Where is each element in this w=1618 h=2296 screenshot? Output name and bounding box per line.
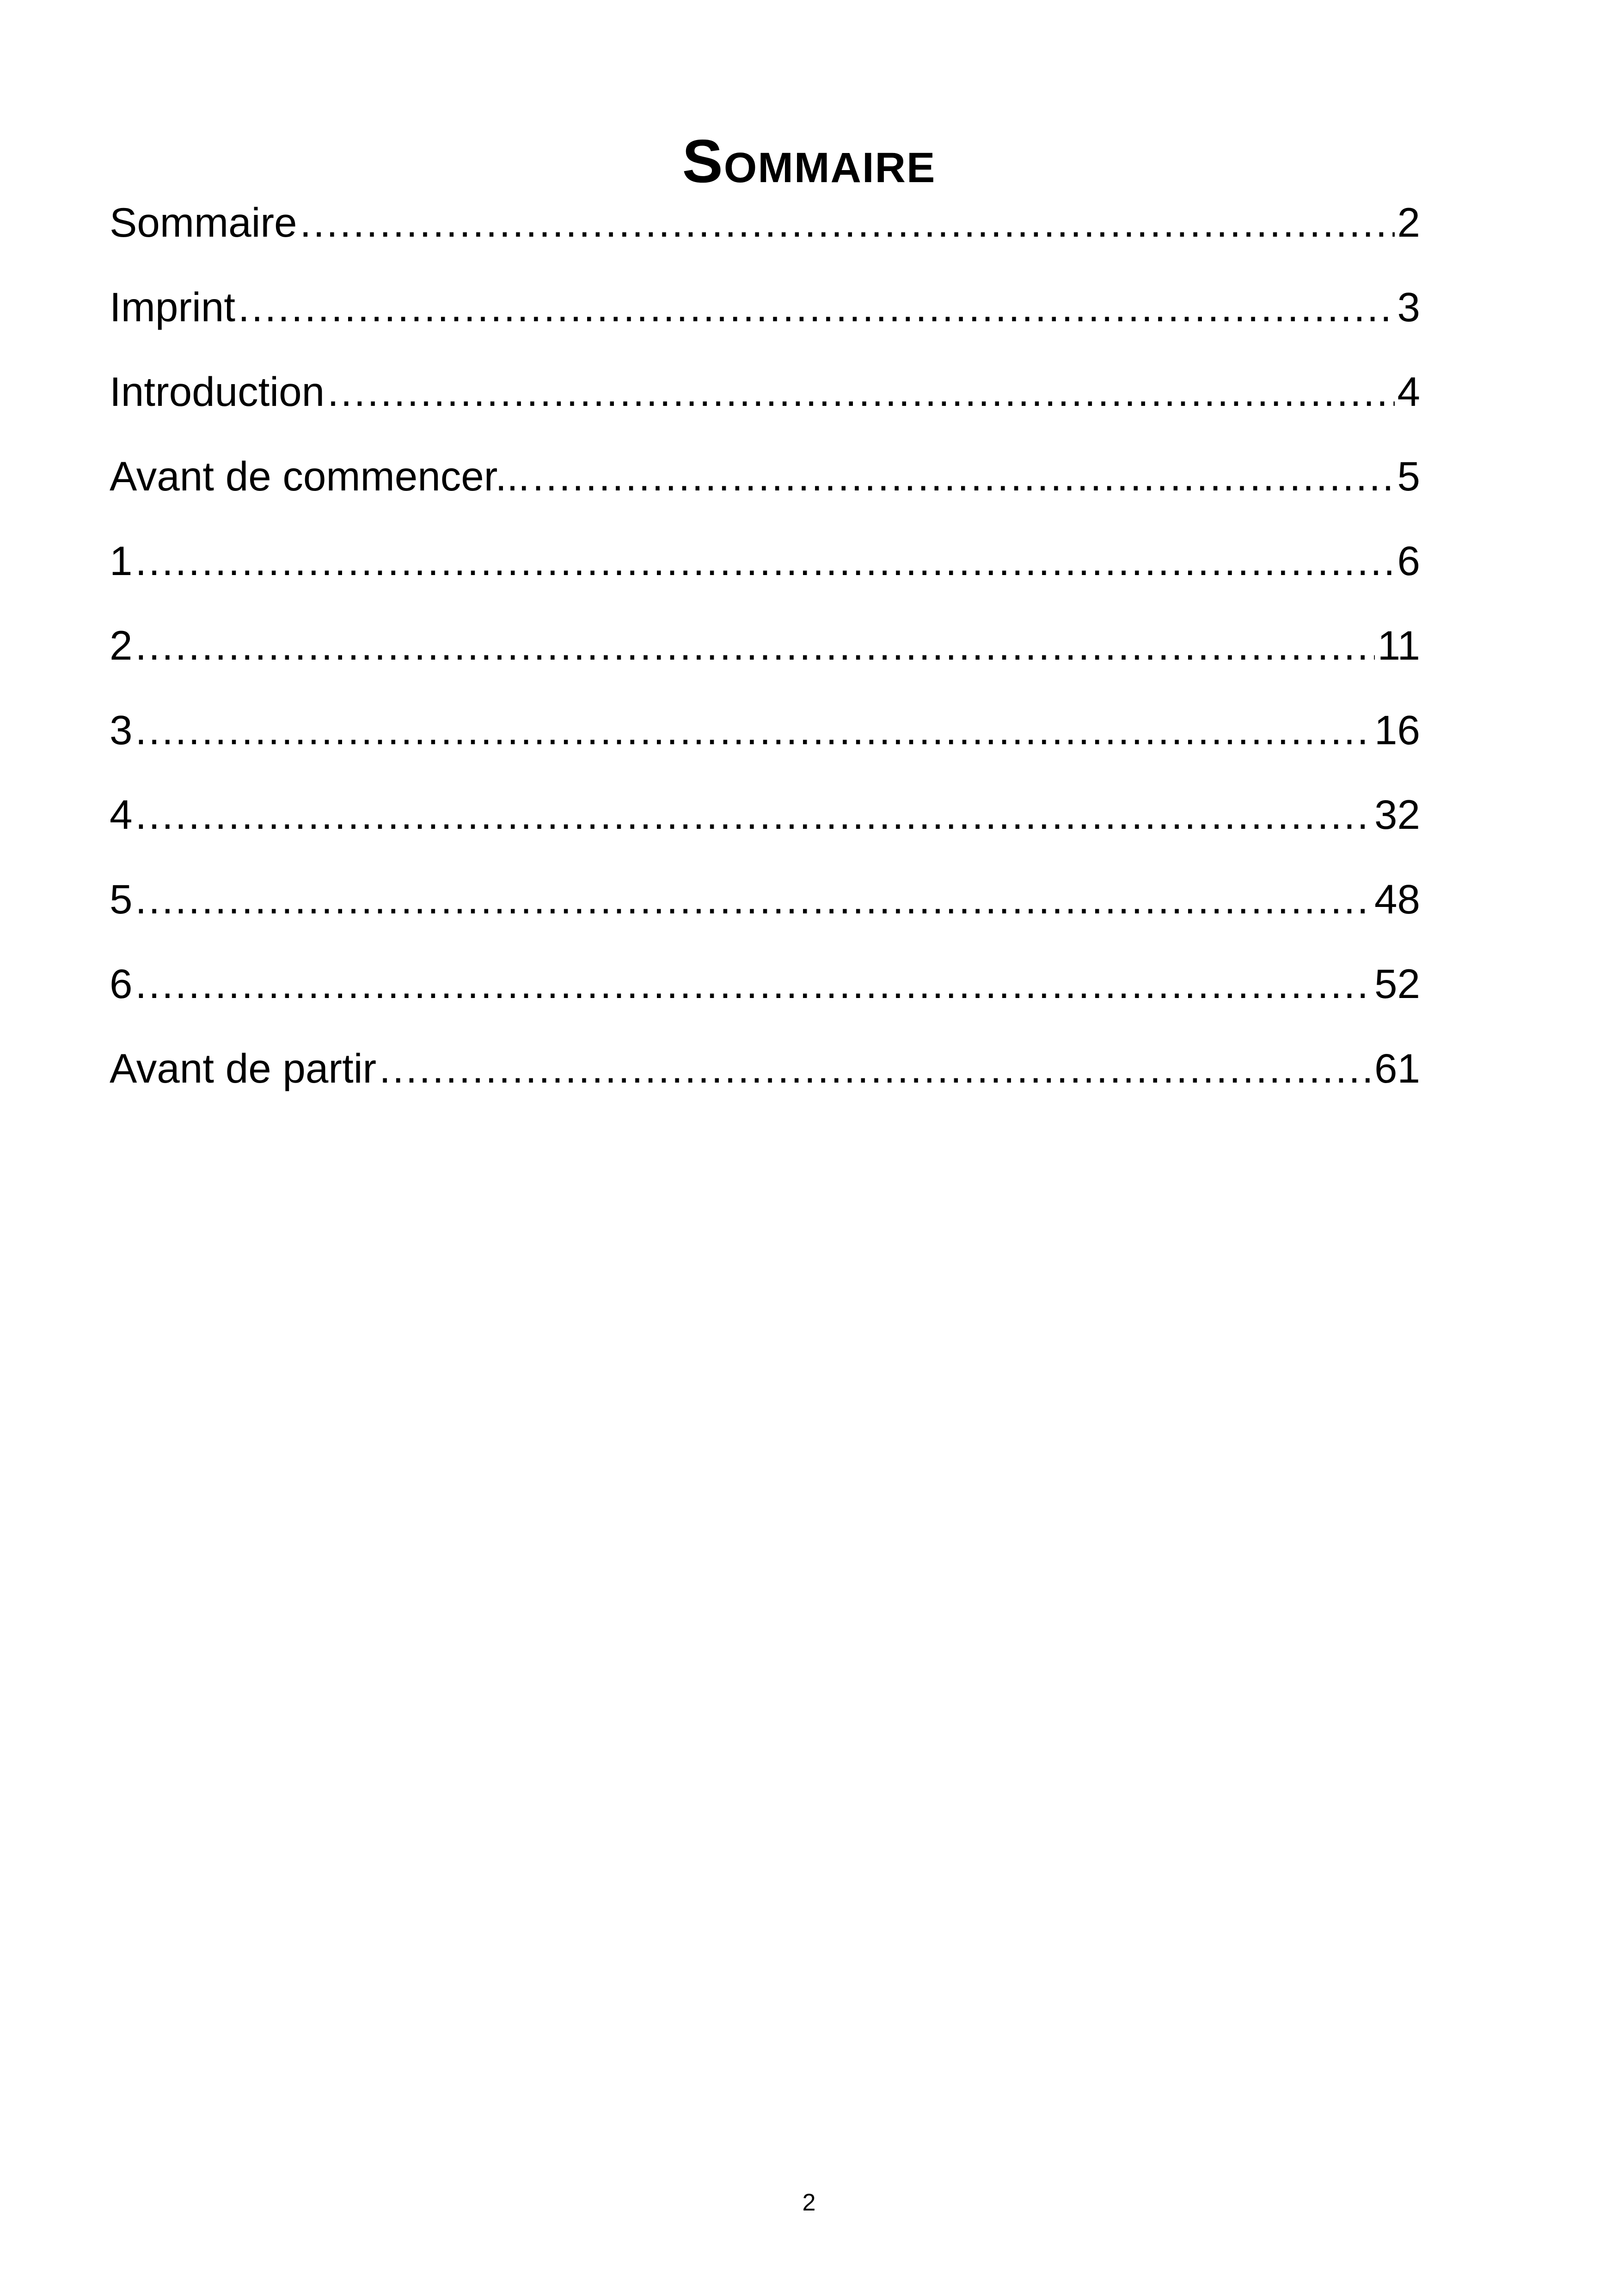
toc-entry-page: 16	[1374, 707, 1420, 753]
toc-dot-leader	[135, 791, 1372, 838]
toc-dot-leader	[135, 876, 1372, 923]
toc-dot-leader	[327, 368, 1394, 415]
toc-entry-label: 4	[110, 791, 133, 838]
toc-entry-chapter-1[interactable]	[110, 537, 1420, 622]
toc-entry-page: 6	[1397, 538, 1420, 584]
page-title: Sommaire	[682, 127, 936, 196]
toc-dot-leader	[238, 283, 1395, 331]
toc-entry-page: 61	[1374, 1045, 1420, 1091]
toc-entry-label: Introduction	[110, 368, 325, 415]
toc-entry-page: 52	[1374, 961, 1420, 1007]
page-number: 2	[802, 2189, 816, 2216]
toc-entry-label: Sommaire	[110, 199, 297, 245]
toc-entry-avant-de-partir[interactable]	[110, 1045, 1420, 1129]
toc-entry-label: 5	[110, 876, 133, 922]
toc-entry-page: 2	[1397, 199, 1420, 245]
toc-dot-leader	[135, 960, 1372, 1007]
toc-dot-leader	[135, 706, 1372, 753]
toc-entry-label: Imprint	[110, 284, 235, 330]
toc-entry-page: 48	[1374, 876, 1420, 922]
table-of-contents	[110, 199, 1420, 1129]
toc-entry-label: Avant de partir	[110, 1045, 377, 1091]
toc-entry-avant-de-commencer[interactable]	[110, 453, 1420, 537]
toc-entry-chapter-2[interactable]	[110, 622, 1420, 706]
toc-entry-label: Avant de commencer...	[110, 453, 530, 499]
toc-entry-label: 2	[110, 622, 133, 668]
toc-entry-page: 3	[1397, 284, 1420, 330]
toc-dot-leader	[135, 622, 1375, 669]
toc-entry-chapter-3[interactable]	[110, 706, 1420, 791]
toc-entry-label: 3	[110, 707, 133, 753]
toc-entry-chapter-4[interactable]	[110, 791, 1420, 876]
toc-entry-chapter-5[interactable]	[110, 876, 1420, 960]
toc-dot-leader	[533, 453, 1395, 500]
toc-entry-label: 6	[110, 961, 133, 1007]
toc-entry-introduction[interactable]	[110, 368, 1420, 453]
toc-entry-sommaire[interactable]	[110, 199, 1420, 283]
toc-entry-page: 11	[1377, 622, 1420, 668]
toc-dot-leader	[300, 199, 1395, 246]
toc-entry-chapter-6[interactable]	[110, 960, 1420, 1045]
toc-entry-imprint[interactable]	[110, 283, 1420, 368]
toc-dot-leader	[135, 537, 1395, 584]
toc-entry-page: 4	[1397, 368, 1420, 415]
toc-entry-page: 5	[1397, 453, 1420, 499]
toc-entry-label: 1	[110, 538, 133, 584]
toc-dot-leader	[379, 1045, 1372, 1092]
toc-entry-page: 32	[1374, 791, 1420, 838]
